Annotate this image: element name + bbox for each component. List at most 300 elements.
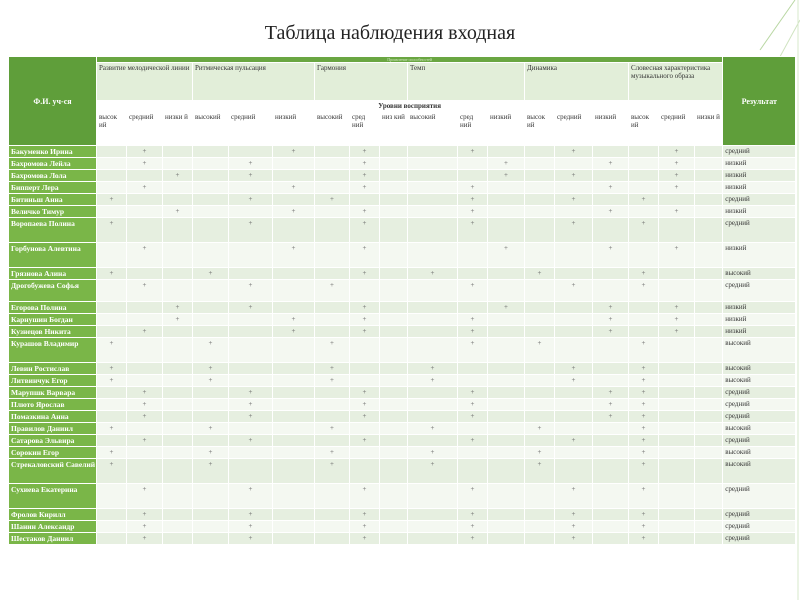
mark-cell bbox=[593, 423, 629, 435]
mark-cell: + bbox=[458, 509, 488, 521]
mark-cell bbox=[695, 194, 723, 206]
mark-cell bbox=[695, 326, 723, 338]
mark-cell bbox=[97, 484, 127, 509]
result-cell: высокий bbox=[723, 459, 796, 484]
mark-cell bbox=[458, 363, 488, 375]
mark-cell: + bbox=[229, 194, 273, 206]
mark-cell bbox=[273, 268, 315, 280]
mark-cell bbox=[593, 484, 629, 509]
mark-cell bbox=[350, 423, 380, 435]
mark-cell bbox=[525, 521, 555, 533]
mark-cell bbox=[525, 218, 555, 243]
mark-cell: + bbox=[458, 314, 488, 326]
mark-cell bbox=[380, 435, 408, 447]
result-cell: высокий bbox=[723, 363, 796, 375]
mark-cell: + bbox=[273, 326, 315, 338]
level-header: высок ий bbox=[97, 112, 127, 146]
mark-cell bbox=[97, 302, 127, 314]
mark-cell: + bbox=[193, 447, 229, 459]
mark-cell bbox=[97, 280, 127, 302]
student-name: Сатарова Эльвира bbox=[9, 435, 97, 447]
mark-cell bbox=[629, 314, 659, 326]
student-name: Карнушин Богдан bbox=[9, 314, 97, 326]
mark-cell bbox=[273, 399, 315, 411]
mark-cell bbox=[380, 423, 408, 435]
mark-cell bbox=[695, 459, 723, 484]
mark-cell bbox=[229, 182, 273, 194]
mark-cell bbox=[350, 194, 380, 206]
mark-cell: + bbox=[593, 399, 629, 411]
mark-cell: + bbox=[629, 375, 659, 387]
mark-cell bbox=[163, 387, 193, 399]
mark-cell bbox=[127, 423, 163, 435]
student-name: Фролов Кирилл bbox=[9, 509, 97, 521]
mark-cell: + bbox=[315, 459, 350, 484]
level-header: высок ий bbox=[629, 112, 659, 146]
group-header: Гармония bbox=[315, 63, 408, 101]
mark-cell bbox=[695, 484, 723, 509]
mark-cell: + bbox=[458, 338, 488, 363]
student-name: Сухиева Екатерина bbox=[9, 484, 97, 509]
table-row bbox=[9, 243, 796, 268]
mark-cell bbox=[315, 399, 350, 411]
mark-cell bbox=[555, 447, 593, 459]
mark-cell bbox=[229, 363, 273, 375]
mark-cell bbox=[555, 302, 593, 314]
mark-cell bbox=[97, 387, 127, 399]
mark-cell bbox=[659, 521, 695, 533]
mark-cell bbox=[380, 243, 408, 268]
mark-cell: + bbox=[127, 509, 163, 521]
mark-cell: + bbox=[488, 243, 525, 268]
mark-cell bbox=[163, 338, 193, 363]
mark-cell: + bbox=[97, 459, 127, 484]
mark-cell: + bbox=[229, 170, 273, 182]
level-header: средний bbox=[659, 112, 695, 146]
mark-cell bbox=[695, 182, 723, 194]
mark-cell: + bbox=[458, 206, 488, 218]
mark-cell bbox=[659, 509, 695, 521]
mark-cell: + bbox=[350, 206, 380, 218]
table-row bbox=[9, 326, 796, 338]
mark-cell bbox=[163, 268, 193, 280]
mark-cell bbox=[555, 399, 593, 411]
mark-cell bbox=[380, 326, 408, 338]
mark-cell: + bbox=[525, 268, 555, 280]
mark-cell bbox=[273, 423, 315, 435]
student-name: Величко Тимур bbox=[9, 206, 97, 218]
mark-cell: + bbox=[315, 280, 350, 302]
mark-cell: + bbox=[229, 435, 273, 447]
mark-cell bbox=[163, 375, 193, 387]
mark-cell bbox=[488, 423, 525, 435]
mark-cell bbox=[525, 484, 555, 509]
table-row bbox=[9, 146, 796, 158]
mark-cell: + bbox=[629, 280, 659, 302]
mark-cell: + bbox=[659, 206, 695, 218]
level-header: высокий bbox=[193, 112, 229, 146]
mark-cell bbox=[163, 326, 193, 338]
mark-cell: + bbox=[127, 411, 163, 423]
mark-cell bbox=[525, 146, 555, 158]
mark-cell bbox=[315, 302, 350, 314]
mark-cell bbox=[163, 447, 193, 459]
mark-cell bbox=[659, 218, 695, 243]
mark-cell bbox=[629, 182, 659, 194]
mark-cell: + bbox=[629, 459, 659, 484]
mark-cell bbox=[593, 218, 629, 243]
mark-cell bbox=[315, 146, 350, 158]
mark-cell bbox=[488, 314, 525, 326]
mark-cell bbox=[458, 302, 488, 314]
mark-cell bbox=[350, 375, 380, 387]
mark-cell: + bbox=[229, 280, 273, 302]
table-row bbox=[9, 158, 796, 170]
mark-cell bbox=[593, 459, 629, 484]
result-cell: низкий bbox=[723, 314, 796, 326]
mark-cell: + bbox=[315, 447, 350, 459]
mark-cell bbox=[593, 447, 629, 459]
mark-cell bbox=[97, 533, 127, 545]
mark-cell bbox=[273, 280, 315, 302]
mark-cell bbox=[659, 194, 695, 206]
mark-cell bbox=[315, 314, 350, 326]
result-cell: низкий bbox=[723, 182, 796, 194]
mark-cell: + bbox=[127, 387, 163, 399]
mark-cell bbox=[659, 363, 695, 375]
mark-cell bbox=[380, 375, 408, 387]
mark-cell bbox=[488, 218, 525, 243]
mark-cell bbox=[273, 484, 315, 509]
mark-cell bbox=[629, 170, 659, 182]
mark-cell bbox=[163, 423, 193, 435]
mark-cell: + bbox=[127, 533, 163, 545]
mark-cell bbox=[127, 447, 163, 459]
mark-cell bbox=[193, 302, 229, 314]
mark-cell: + bbox=[458, 280, 488, 302]
mark-cell: + bbox=[97, 194, 127, 206]
mark-cell: + bbox=[127, 243, 163, 268]
mark-cell bbox=[380, 411, 408, 423]
mark-cell bbox=[695, 243, 723, 268]
student-name: Грязнова Алина bbox=[9, 268, 97, 280]
mark-cell: + bbox=[350, 387, 380, 399]
mark-cell bbox=[163, 521, 193, 533]
mark-cell: + bbox=[229, 302, 273, 314]
mark-cell: + bbox=[458, 387, 488, 399]
mark-cell bbox=[695, 206, 723, 218]
mark-cell bbox=[127, 375, 163, 387]
mark-cell bbox=[695, 302, 723, 314]
mark-cell bbox=[659, 484, 695, 509]
mark-cell: + bbox=[229, 533, 273, 545]
mark-cell bbox=[525, 158, 555, 170]
mark-cell: + bbox=[593, 326, 629, 338]
mark-cell bbox=[273, 411, 315, 423]
mark-cell: + bbox=[193, 375, 229, 387]
mark-cell: + bbox=[659, 302, 695, 314]
mark-cell: + bbox=[629, 533, 659, 545]
mark-cell bbox=[629, 146, 659, 158]
student-name: Марупшк Варвара bbox=[9, 387, 97, 399]
table-row bbox=[9, 268, 796, 280]
mark-cell bbox=[273, 447, 315, 459]
result-cell: низкий bbox=[723, 158, 796, 170]
result-cell: средний bbox=[723, 387, 796, 399]
student-name: Курашов Владимир bbox=[9, 338, 97, 363]
mark-cell bbox=[593, 146, 629, 158]
mark-cell bbox=[380, 170, 408, 182]
mark-cell bbox=[273, 338, 315, 363]
mark-cell bbox=[555, 206, 593, 218]
mark-cell bbox=[458, 268, 488, 280]
mark-cell bbox=[488, 459, 525, 484]
name-column-header: Ф.И. уч-ся bbox=[9, 57, 97, 146]
mark-cell bbox=[97, 326, 127, 338]
mark-cell: + bbox=[593, 182, 629, 194]
mark-cell: + bbox=[555, 363, 593, 375]
mark-cell: + bbox=[193, 423, 229, 435]
mark-cell: + bbox=[97, 338, 127, 363]
table-row bbox=[9, 447, 796, 459]
mark-cell bbox=[273, 375, 315, 387]
mark-cell bbox=[315, 484, 350, 509]
mark-cell: + bbox=[659, 146, 695, 158]
mark-cell: + bbox=[229, 158, 273, 170]
level-header: низки й bbox=[695, 112, 723, 146]
mark-cell bbox=[695, 399, 723, 411]
mark-cell bbox=[380, 338, 408, 363]
group-header: Темп bbox=[408, 63, 525, 101]
mark-cell bbox=[659, 268, 695, 280]
mark-cell bbox=[593, 521, 629, 533]
result-cell: средний bbox=[723, 533, 796, 545]
mark-cell: + bbox=[629, 218, 659, 243]
result-cell: средний bbox=[723, 218, 796, 243]
table-row bbox=[9, 484, 796, 509]
mark-cell bbox=[408, 411, 458, 423]
mark-cell bbox=[695, 170, 723, 182]
table-row bbox=[9, 280, 796, 302]
result-cell: высокий bbox=[723, 268, 796, 280]
mark-cell bbox=[229, 326, 273, 338]
mark-cell bbox=[315, 158, 350, 170]
mark-cell bbox=[659, 459, 695, 484]
mark-cell bbox=[163, 435, 193, 447]
mark-cell bbox=[408, 158, 458, 170]
mark-cell: + bbox=[273, 243, 315, 268]
table-row bbox=[9, 218, 796, 243]
mark-cell: + bbox=[273, 206, 315, 218]
abilities-banner: Проявление способностей bbox=[97, 57, 723, 63]
mark-cell bbox=[488, 280, 525, 302]
mark-cell bbox=[163, 194, 193, 206]
mark-cell bbox=[193, 218, 229, 243]
mark-cell bbox=[555, 182, 593, 194]
mark-cell bbox=[659, 280, 695, 302]
table-row bbox=[9, 509, 796, 521]
table-row bbox=[9, 182, 796, 194]
mark-cell bbox=[408, 194, 458, 206]
mark-cell: + bbox=[593, 206, 629, 218]
student-name: Бипперт Лера bbox=[9, 182, 97, 194]
mark-cell bbox=[273, 158, 315, 170]
mark-cell bbox=[193, 399, 229, 411]
mark-cell: + bbox=[127, 326, 163, 338]
mark-cell bbox=[555, 459, 593, 484]
mark-cell bbox=[163, 484, 193, 509]
mark-cell bbox=[593, 194, 629, 206]
mark-cell: + bbox=[659, 170, 695, 182]
mark-cell bbox=[163, 399, 193, 411]
mark-cell bbox=[593, 363, 629, 375]
mark-cell bbox=[555, 158, 593, 170]
mark-cell bbox=[488, 533, 525, 545]
mark-cell: + bbox=[127, 158, 163, 170]
mark-cell bbox=[273, 387, 315, 399]
mark-cell: + bbox=[350, 411, 380, 423]
mark-cell: + bbox=[350, 218, 380, 243]
level-header: низкий bbox=[273, 112, 315, 146]
mark-cell: + bbox=[629, 509, 659, 521]
mark-cell: + bbox=[555, 435, 593, 447]
mark-cell bbox=[555, 314, 593, 326]
mark-cell bbox=[695, 158, 723, 170]
mark-cell bbox=[408, 326, 458, 338]
mark-cell bbox=[488, 509, 525, 521]
mark-cell bbox=[593, 268, 629, 280]
mark-cell bbox=[488, 435, 525, 447]
result-cell: высокий bbox=[723, 423, 796, 435]
mark-cell bbox=[488, 387, 525, 399]
mark-cell bbox=[163, 411, 193, 423]
mark-cell bbox=[380, 302, 408, 314]
mark-cell bbox=[408, 387, 458, 399]
mark-cell bbox=[127, 194, 163, 206]
mark-cell bbox=[458, 158, 488, 170]
mark-cell bbox=[555, 243, 593, 268]
mark-cell bbox=[408, 243, 458, 268]
mark-cell bbox=[488, 484, 525, 509]
mark-cell bbox=[229, 338, 273, 363]
mark-cell bbox=[408, 435, 458, 447]
mark-cell: + bbox=[273, 146, 315, 158]
result-cell: средний bbox=[723, 521, 796, 533]
mark-cell bbox=[593, 338, 629, 363]
mark-cell: + bbox=[488, 158, 525, 170]
mark-cell bbox=[695, 338, 723, 363]
level-header: высокий bbox=[315, 112, 350, 146]
mark-cell: + bbox=[555, 146, 593, 158]
mark-cell: + bbox=[458, 146, 488, 158]
mark-cell bbox=[695, 447, 723, 459]
mark-cell: + bbox=[458, 435, 488, 447]
student-name: Плюто Ярослав bbox=[9, 399, 97, 411]
mark-cell bbox=[525, 435, 555, 447]
mark-cell bbox=[163, 182, 193, 194]
mark-cell: + bbox=[350, 326, 380, 338]
mark-cell bbox=[273, 521, 315, 533]
mark-cell: + bbox=[408, 268, 458, 280]
mark-cell bbox=[408, 218, 458, 243]
table-row bbox=[9, 363, 796, 375]
mark-cell bbox=[629, 206, 659, 218]
group-header: Ритмическая пульсация bbox=[193, 63, 315, 101]
mark-cell: + bbox=[629, 447, 659, 459]
mark-cell bbox=[273, 170, 315, 182]
mark-cell bbox=[350, 459, 380, 484]
mark-cell bbox=[229, 268, 273, 280]
mark-cell: + bbox=[555, 280, 593, 302]
mark-cell bbox=[659, 533, 695, 545]
mark-cell bbox=[659, 387, 695, 399]
mark-cell: + bbox=[629, 338, 659, 363]
mark-cell bbox=[488, 268, 525, 280]
result-cell: высокий bbox=[723, 447, 796, 459]
mark-cell bbox=[408, 280, 458, 302]
mark-cell bbox=[408, 170, 458, 182]
mark-cell bbox=[193, 158, 229, 170]
mark-cell: + bbox=[97, 423, 127, 435]
mark-cell: + bbox=[659, 326, 695, 338]
mark-cell: + bbox=[408, 375, 458, 387]
mark-cell bbox=[163, 158, 193, 170]
mark-cell bbox=[97, 206, 127, 218]
table-row bbox=[9, 170, 796, 182]
mark-cell bbox=[193, 521, 229, 533]
observation-table bbox=[8, 56, 796, 545]
mark-cell bbox=[273, 435, 315, 447]
mark-cell bbox=[458, 423, 488, 435]
mark-cell bbox=[229, 423, 273, 435]
mark-cell: + bbox=[97, 268, 127, 280]
mark-cell bbox=[555, 338, 593, 363]
mark-cell bbox=[695, 375, 723, 387]
mark-cell bbox=[380, 182, 408, 194]
mark-cell bbox=[525, 411, 555, 423]
mark-cell: + bbox=[229, 218, 273, 243]
mark-cell bbox=[458, 170, 488, 182]
mark-cell bbox=[193, 182, 229, 194]
mark-cell bbox=[380, 509, 408, 521]
mark-cell bbox=[525, 387, 555, 399]
mark-cell: + bbox=[659, 182, 695, 194]
mark-cell: + bbox=[458, 182, 488, 194]
mark-cell bbox=[97, 521, 127, 533]
mark-cell: + bbox=[163, 170, 193, 182]
mark-cell bbox=[273, 363, 315, 375]
mark-cell bbox=[315, 170, 350, 182]
student-name: Кузнецов Никита bbox=[9, 326, 97, 338]
student-name: Дрогобужева Софья bbox=[9, 280, 97, 302]
mark-cell bbox=[695, 268, 723, 280]
mark-cell bbox=[695, 280, 723, 302]
mark-cell bbox=[525, 280, 555, 302]
group-header: Развитие мелодической линии bbox=[97, 63, 193, 101]
result-cell: высокий bbox=[723, 338, 796, 363]
mark-cell bbox=[380, 158, 408, 170]
student-name: Левин Ростислав bbox=[9, 363, 97, 375]
mark-cell: + bbox=[350, 268, 380, 280]
mark-cell: + bbox=[350, 182, 380, 194]
table-row bbox=[9, 375, 796, 387]
mark-cell: + bbox=[629, 521, 659, 533]
mark-cell: + bbox=[593, 387, 629, 399]
student-name: Литвинчук Егор bbox=[9, 375, 97, 387]
mark-cell bbox=[315, 206, 350, 218]
mark-cell bbox=[488, 399, 525, 411]
mark-cell bbox=[525, 206, 555, 218]
